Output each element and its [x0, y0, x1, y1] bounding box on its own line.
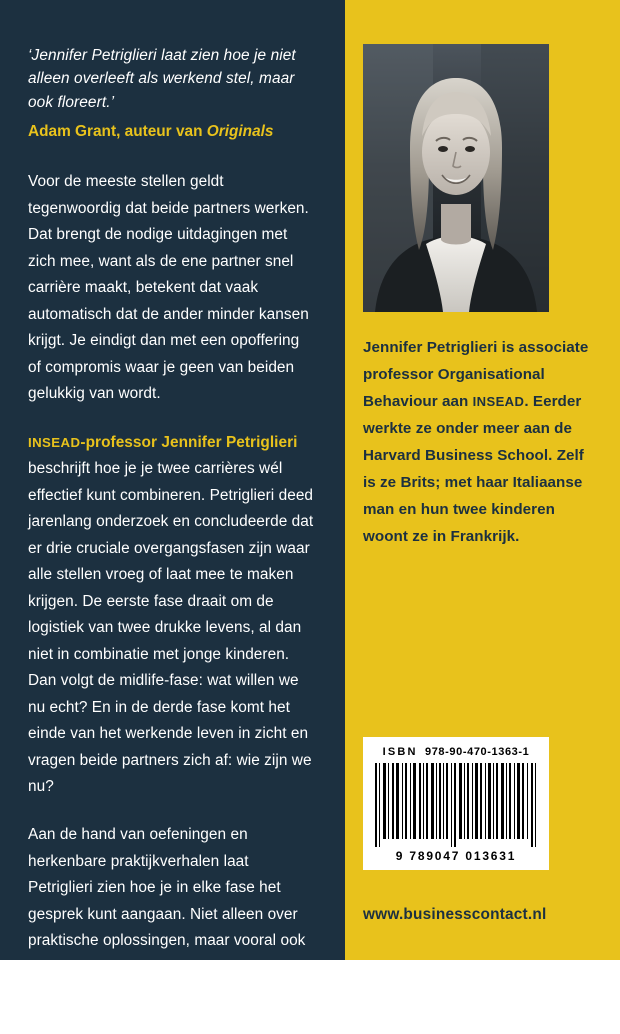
barcode-digits: 9 789047 013631: [395, 849, 517, 863]
isbn-label: ISBN: [382, 746, 418, 758]
blurb-attribution-work: Originals: [206, 123, 274, 141]
body-paragraph-2: [28, 430, 315, 801]
author-bio: [363, 334, 592, 550]
author-bio-part-1: Jennifer Petriglieri is associate professor Organisational Behaviour aan: [363, 339, 589, 411]
publisher-website: www.businesscontact.nl: [363, 906, 547, 923]
body-paragraph-2-rest: beschrijft hoe je je twee carrières wél effectief kunt combineren. Petriglieri deed jarenlang onderzoek en concludeerde dat er drie cruciale overgangsfasen zijn waar alle stellen vroeg of laat mee te maken krijgen. De eerste fase draait om de logistiek van twee drukke levens, al dan niet in combinatie met jonge kinderen. Dan volgt de midlife-fase: wat willen we nu echt? En in de derde fase komt het einde van het werkende leven in zicht en vragen beide partners zich af: wie zijn we nu?: [28, 460, 314, 795]
barcode-icon: [373, 763, 539, 847]
blurb-attribution: [28, 120, 315, 143]
lead-in-line: [28, 434, 298, 451]
isbn-line: [373, 746, 539, 758]
isbn-barcode-block: [363, 737, 549, 870]
insead-label: INSEAD: [28, 434, 81, 450]
isbn-number: 978-90-470-1363-1: [425, 746, 530, 758]
author-portrait-illustration: [363, 44, 549, 312]
body-paragraph-3: Aan de hand van oefeningen en herkenbare praktijkverhalen laat Petriglieri zien hoe je in elke fase het gesprek kunt aangaan. Niet alleen over praktische oplossingen, maar vooral ook over jullie wensen, dromen en principes. Met als resultaat een betekenisvolle relatie en carrière – voor jullie allebei.: [28, 826, 306, 1029]
blurb-attribution-name: Adam Grant, auteur van: [28, 123, 207, 141]
body-paragraph-1: Voor de meeste stellen geldt tegenwoordig dat beide partners werken. Dat brengt de nodige uitdagingen met zich mee, want als de ene partner snel carrière maakt, betekent dat vaak automatisch dat de ander minder kansen krijgt. Je eindigt dan met een opoffering of compromis waar je geen van beiden gelukkig van wordt.: [28, 173, 309, 403]
right-panel-spacer: [363, 550, 592, 737]
author-photo: [363, 44, 549, 312]
blurb-quote: ‘Jennifer Petriglieri laat zien hoe je niet alleen overleeft als werkend stel, maar ook floreert.’: [28, 47, 296, 111]
right-author-panel: [345, 0, 620, 960]
author-bio-institution: INSEAD: [472, 394, 525, 410]
lead-in-rest: -professor Jennifer Petriglieri: [80, 433, 298, 451]
author-bio-part-2: . Eerder werkte ze onder meer aan de Harvard Business School. Zelf is ze Brits; met haar Italiaanse man en hun twee kinderen woont ze in Frankrijk.: [363, 393, 584, 546]
